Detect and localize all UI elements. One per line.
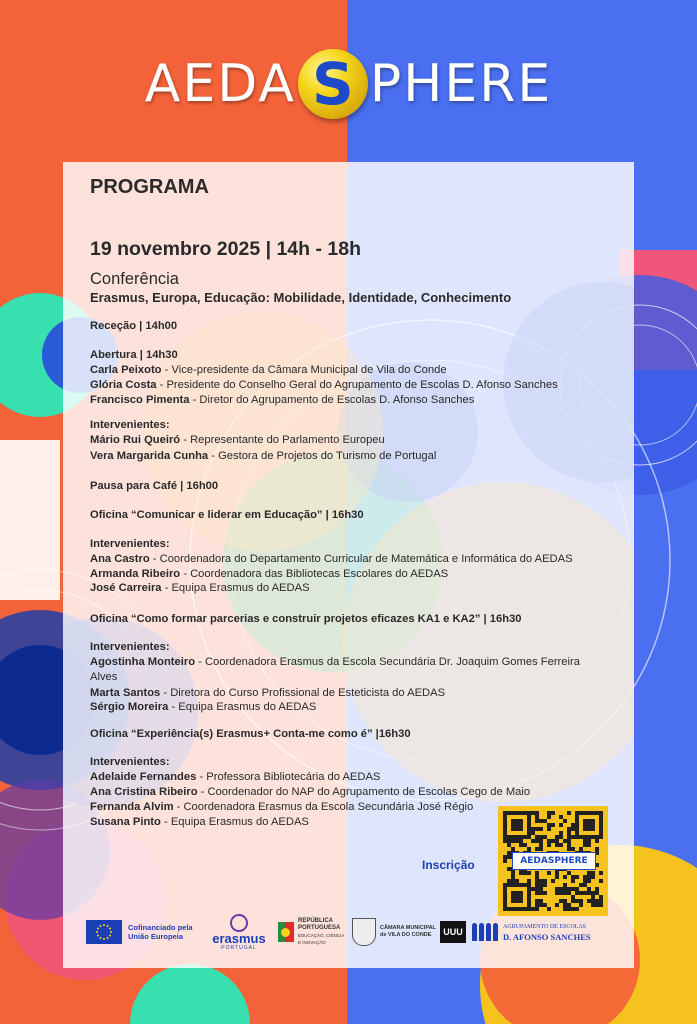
program-line — [90, 727, 411, 742]
erasmus-logo — [204, 912, 274, 952]
program-line-text: - Diretor do Agrupamento de Escolas D. Afonso Sanches — [189, 394, 475, 406]
program-line-bold: Oficina “Como formar parcerias e construir projetos eficazes KA1 e KA2” | 16h30 — [90, 613, 522, 625]
program-line-text: Alves — [90, 671, 118, 683]
logo-right-text: PHERE — [369, 54, 553, 114]
portugal-emblem-icon — [278, 922, 294, 942]
program-line-text: - Gestora de Projetos do Turismo de Portugal — [208, 450, 437, 462]
program-line-bold: Susana Pinto — [90, 816, 161, 828]
erasmus-swirl-icon — [230, 914, 248, 932]
eu-line1: Cofinanciado pela — [128, 923, 193, 932]
rp-line1: REPÚBLICA — [298, 918, 334, 924]
program-line-bold: Adelaide Fernandes — [90, 771, 197, 783]
rp-line2: PORTUGUESA — [298, 925, 341, 931]
program-line-bold: Agostinha Monteiro — [90, 656, 196, 668]
program-line-bold: Armanda Ribeiro — [90, 568, 181, 580]
program-line — [90, 552, 573, 567]
program-line — [90, 378, 558, 393]
program-line — [90, 433, 385, 448]
event-date: 19 novembro 2025 | 14h - 18h — [90, 238, 361, 260]
program-line — [90, 479, 218, 494]
eu-flag-icon — [86, 920, 122, 944]
program-line-text: - Coordenadora Erasmus da Escola Secundária José Régio — [173, 801, 474, 813]
program-line-text: - Diretora do Curso Profissional de Esteticista do AEDAS — [160, 687, 446, 699]
page-title: PROGRAMA — [90, 176, 209, 198]
program-line-bold: Intervenientes: — [90, 641, 170, 653]
program-line-text: - Coordenador do NAP do Agrupamento de Escolas Cego de Maio — [197, 786, 531, 798]
eu-line2: União Europeia — [128, 932, 184, 941]
program-line-bold: Receção | 14h00 — [90, 320, 178, 332]
program-line-bold: Francisco Pimenta — [90, 394, 190, 406]
program-line — [90, 567, 448, 582]
program-line-bold: Ana Castro — [90, 553, 150, 565]
program-line-bold: Pausa para Café | 16h00 — [90, 480, 219, 492]
program-line — [90, 393, 474, 408]
program-line-bold: Abertura | 14h30 — [90, 349, 178, 361]
program-line-text: - Equipa Erasmus do AEDAS — [168, 701, 317, 713]
program-line-bold: Carla Peixoto — [90, 364, 162, 376]
program-line-bold: Marta Santos — [90, 687, 161, 699]
program-line — [90, 363, 447, 378]
program-line-bold: Glória Costa — [90, 379, 157, 391]
program-line-text: - Equipa Erasmus do AEDAS — [160, 816, 309, 828]
aedas-school-logo — [472, 912, 622, 952]
program-line — [90, 449, 436, 464]
erasmus-subtext: PORTUGAL — [221, 944, 257, 951]
program-line — [90, 770, 380, 785]
program-line-text: - Coordenadora das Bibliotecas Escolares do AEDAS — [180, 568, 449, 580]
program-line-text: - Coordenadora Erasmus da Escola Secundária Dr. Joaquim Gomes Ferreira — [195, 656, 580, 668]
program-line-text: - Professora Bibliotecária do AEDAS — [196, 771, 381, 783]
program-line-bold: Intervenientes: — [90, 538, 170, 550]
program-line-text: - Equipa Erasmus do AEDAS — [161, 582, 310, 594]
logo-sphere-icon — [298, 49, 368, 119]
erasmus-text: erasmus — [212, 930, 266, 946]
cm-line2: de VILA DO CONDE — [380, 932, 432, 938]
camara-vila-do-conde-logo — [352, 912, 438, 952]
program-line — [90, 815, 309, 830]
program-line — [90, 800, 473, 815]
program-line-bold: Sérgio Moreira — [90, 701, 169, 713]
conference-label: Conferência — [90, 270, 179, 288]
logo-left-text: AEDA — [144, 54, 296, 114]
program-line — [90, 508, 364, 523]
program-line — [90, 640, 170, 655]
qr-badge: AEDASPHERE — [512, 852, 596, 870]
republica-portuguesa-logo — [278, 912, 350, 952]
ae-line2: D. AFONSO SANCHES — [503, 932, 591, 942]
program-line-text: - Presidente do Conselho Geral do Agrupamento de Escolas D. Afonso Sanches — [156, 379, 558, 391]
rp-sub2: E INOVAÇÃO — [298, 940, 326, 945]
program-line-bold: José Carreira — [90, 582, 162, 594]
aedas-pillars-icon — [472, 923, 498, 941]
program-line — [90, 700, 316, 715]
program-line — [90, 537, 170, 552]
program-line-bold: Oficina “Experiência(s) Erasmus+ Conta-me como é” |16h30 — [90, 728, 411, 740]
sponsor-footer — [86, 912, 626, 952]
program-line — [90, 612, 522, 627]
program-line — [90, 785, 530, 800]
ae-line1: AGRUPAMENTO DE ESCOLAS — [503, 924, 587, 930]
program-line-bold: Intervenientes: — [90, 419, 170, 431]
program-line-text: - Coordenadora do Departamento Curricular de Matemática e Informática do AEDAS — [149, 553, 573, 565]
uuu-logo — [440, 912, 468, 952]
program-line-bold: Ana Cristina Ribeiro — [90, 786, 198, 798]
program-line — [90, 686, 445, 701]
municipal-shield-icon — [352, 918, 376, 946]
uuu-text: UUU — [440, 921, 466, 943]
program-line-bold: Vera Margarida Cunha — [90, 450, 209, 462]
program-line-text: - Vice-presidente da Câmara Municipal de Vila do Conde — [161, 364, 447, 376]
rp-sub1: EDUCAÇÃO, CIÊNCIA — [298, 933, 345, 938]
registration-qr-code[interactable] — [498, 806, 608, 916]
program-line — [90, 655, 580, 670]
registration-label[interactable]: Inscrição — [422, 858, 475, 872]
program-line-bold: Fernanda Alvim — [90, 801, 174, 813]
eu-cofunding-logo — [86, 912, 206, 952]
program-line-text: - Representante do Parlamento Europeu — [180, 434, 385, 446]
aedasphere-logo — [0, 44, 697, 124]
logo-s-letter: S — [312, 50, 354, 118]
program-line-bold: Intervenientes: — [90, 756, 170, 768]
program-line — [90, 348, 178, 363]
program-line — [90, 418, 170, 433]
program-line — [90, 319, 177, 334]
program-line — [90, 581, 310, 596]
program-line-bold: Mário Rui Queiró — [90, 434, 181, 446]
cm-line1: CÂMARA MUNICIPAL — [380, 925, 436, 931]
program-line-bold: Oficina “Comunicar e liderar em Educação” | 16h30 — [90, 509, 364, 521]
conference-theme: Erasmus, Europa, Educação: Mobilidade, Identidade, Conhecimento — [90, 290, 512, 305]
program-line — [90, 670, 117, 685]
program-line — [90, 755, 170, 770]
